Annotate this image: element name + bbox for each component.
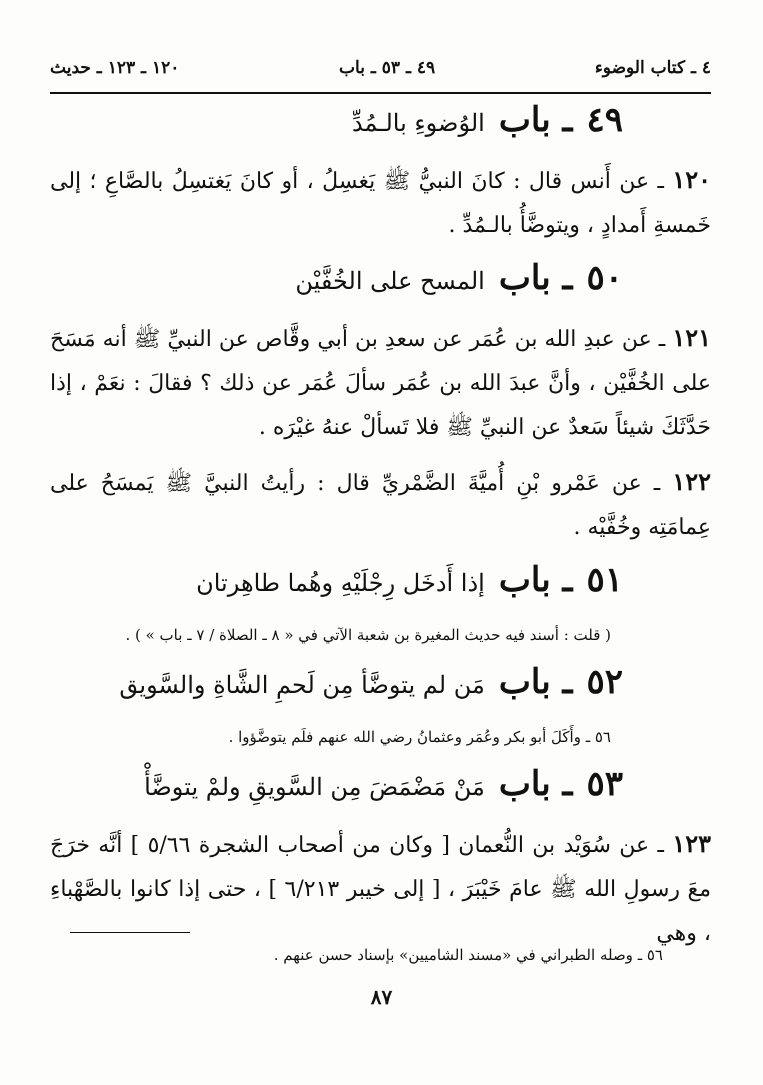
hadith-text: ـ عن سُوَيْد بن النُّعمان [ وكان من أصحاب الشجرة ٥/٦٦ ] أنَّه خرَجَ معَ رسولِ الله ﷺ عامَ خَيْبَرَ ، [ إلى خيبر ٦/٢١٣ ] ، حتى إذا كانوا بالصَّهْباءِ ، وهي (50, 833, 712, 946)
chapter-title: إذا أَدخَل رِجْلَيْهِ وهُما طاهِرتان (196, 569, 485, 597)
chapter-heading-51 (50, 560, 711, 618)
header-divider (50, 92, 711, 94)
hadith-121 (50, 316, 711, 450)
chapter-title: الوُضوءِ بالـمُدِّ (351, 109, 485, 137)
chapter-number: ٥١ (586, 560, 623, 600)
hadith-number: ١٢٢ (672, 467, 711, 496)
header-book-title: ٤ ـ كتاب الوضوء (594, 58, 711, 78)
chapter-word: ـ باب (498, 764, 573, 804)
running-header (50, 48, 711, 88)
chapter-word: ـ باب (498, 258, 573, 298)
chapter-title: مَنْ مَضْمَضَ مِن السَّويقِ ولمْ يتوضَّأْ (144, 773, 485, 801)
chapter-word: ـ باب (498, 560, 573, 600)
hadith-number: ١٢٣ (672, 829, 711, 858)
editor-note: ( قلت : أسند فيه حديث المغيرة بن شعبة الآتي في « ٨ ـ الصلاة / ٧ ـ باب » ) . (125, 626, 611, 644)
chapter-title: المسح على الخُفَّيْن (295, 267, 485, 295)
chapter-word: ـ باب (498, 662, 573, 702)
hadith-123 (50, 822, 711, 956)
page-content (50, 100, 711, 966)
hadith-number: ١٢٠ (672, 165, 711, 194)
hadith-120 (50, 158, 711, 248)
hadith-number: ١٢١ (672, 323, 712, 352)
athar-56: ٥٦ ـ وأَكَلَ أبو بكر وعُمَر وعثمانُ رضي الله عنهم فلَم يتوضَّؤوا . (228, 728, 611, 746)
chapter-heading-53 (50, 764, 711, 822)
hadith-text: ـ عن أَنس قال : كانَ النبيُّ ﷺ يَغسِلُ ، أو كانَ يَغتسِلُ بالصَّاعِ ؛ إلى خَمسةِ أَمدادٍ ، ويتوضَّأُ بالـمُدِّ . (50, 169, 711, 238)
hadith-text: ـ عن عبدِ الله بن عُمَر عن سعدِ بن أبي وقَّاص عن النبيِّ ﷺ أنه مَسَحَ على الخُفَّيْن ، وأنَّ عبدَ الله بن عُمَر سألَ عُمَر عن ذلك ؟ فقالَ : نعَمْ ، إذا حَدَّثَكَ شيئاً سَعدٌ عن النبيِّ ﷺ فلا تَسألْ عنهُ غيْرَه . (50, 327, 711, 440)
footnote: ٥٦ ـ وصله الطبراني في «مسند الشاميين» بإسناد حسن عنهم . (273, 946, 663, 964)
hadith-text: ـ عن عَمْرو بْنِ أُميَّةَ الضَّمْريِّ قال : رأيتُ النبيَّ ﷺ يَمسَحُ على عِمامَتِه وخُفَّيْه . (50, 471, 711, 540)
chapter-number: ٥٣ (586, 764, 623, 804)
chapter-heading-49 (50, 100, 711, 158)
chapter-number: ٤٩ (586, 100, 623, 140)
chapter-number: ٥٠ (586, 258, 623, 298)
page-number: ٨٧ (370, 985, 393, 1009)
chapter-word: ـ باب (498, 100, 573, 140)
header-hadith-range: ١٢٠ ـ ١٢٣ ـ حديث (50, 58, 180, 78)
chapter-heading-52 (50, 662, 711, 720)
chapter-heading-50 (50, 258, 711, 316)
hadith-122 (50, 460, 711, 550)
footnote-divider (70, 932, 190, 933)
header-chapter-range: ٤٩ ـ ٥٣ ـ باب (339, 58, 436, 78)
chapter-title: مَن لم يتوضَّأ مِن لَحمِ الشَّاةِ والسَّويق (119, 671, 485, 699)
chapter-number: ٥٢ (586, 662, 623, 702)
